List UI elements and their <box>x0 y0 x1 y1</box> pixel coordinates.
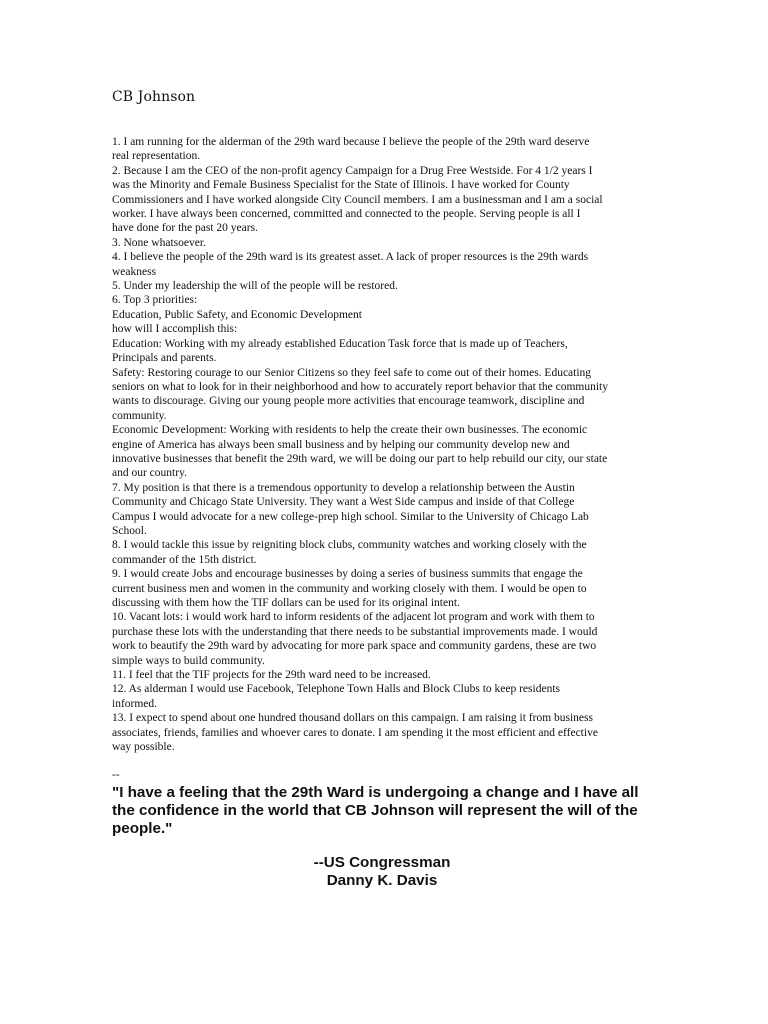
answer-paragraph: 8. I would tackle this issue by reigniting block clubs, community watches and working closely with the commander of the 15th district. <box>112 539 587 566</box>
answer-paragraph: 4. I believe the people of the 29th ward is its greatest asset. A lack of proper resources is the 29th wards weakness <box>112 251 589 278</box>
attribution-name: Danny K. Davis <box>326 872 438 890</box>
answers-body <box>112 135 640 754</box>
endorsement-attribution <box>112 854 652 890</box>
answer-paragraph: Safety: Restoring courage to our Senior Citizens so they feel safe to come out of their homes. Educating seniors on what to look for in their neighborhood and how to accurately report behavior that the community wants to discourage. Giving our young people more activities that encourage teamwork, discipline and community. <box>112 366 608 422</box>
answer-paragraph: 9. I would create Jobs and encourage businesses by doing a series of business summits that engage the current business men and women in the community and working closely with them. I would be open to discussing with them how the TIF dollars can be used for its original intent. <box>112 568 587 609</box>
answer-paragraph: Economic Development: Working with residents to help the create their own businesses. The economic engine of America has always been small business and by helping our community develop new and innovative businesses that benefit the 29th ward, we will be doing our part to help rebuild our city, our state and our country. <box>112 424 608 480</box>
endorsement-quote: "I have a feeling that the 29th Ward is undergoing a change and I have all the confidence in the world that CB Johnson will represent the will of the people." <box>112 784 639 838</box>
answer-paragraph: 1. I am running for the alderman of the 29th ward because I believe the people of the 29th ward deserve real representation. <box>112 136 590 163</box>
answer-paragraph: 5. Under my leadership the will of the people will be restored. <box>112 280 398 293</box>
answer-paragraph: 3. None whatsoever. <box>112 236 206 249</box>
answer-paragraph: 2. Because I am the CEO of the non-profit agency Campaign for a Drug Free Westside. For 4 1/2 years I was the Minority and Female Business Specialist for the State of Illinois. I have worked for County Commissioners and I have worked alongside City Council members. I am a businessman and I am a social worker. I have always been concerned, committed and connected to the people. Serving people is all I have done for the past 20 years. <box>112 164 603 235</box>
answer-paragraph: 7. My position is that there is a tremendous opportunity to develop a relationship between the Austin Community and Chicago State University. They want a West Side campus and inside of that College Campus I would advocate for a new college-prep high school. Similar to the University of Chicago Lab School. <box>112 481 589 537</box>
attribution-title: --US Congressman <box>313 854 451 871</box>
document-title: CB Johnson <box>112 89 196 105</box>
answer-paragraph: 10. Vacant lots: i would work hard to inform residents of the adjacent lot program and work with them to purchase these lots with the understanding that there needs to be substantial improvements made. I would work to beautify the 29th ward by advocating for more park space and community gardens, these are two simple ways to build community. <box>112 611 598 667</box>
answer-paragraph: Education: Working with my already established Education Task force that is made up of Teachers, Principals and parents. <box>112 337 568 365</box>
answer-paragraph: 12. As alderman I would use Facebook, Telephone Town Halls and Block Clubs to keep residents informed. <box>112 683 560 710</box>
signature-separator: -- <box>112 769 120 781</box>
answer-paragraph: Education, Public Safety, and Economic Development <box>112 308 362 321</box>
answer-paragraph: 6. Top 3 priorities: <box>112 294 198 307</box>
answer-paragraph: 11. I feel that the TIF projects for the 29th ward need to be increased. <box>112 669 431 682</box>
answer-paragraph: how will I accomplish this: <box>112 323 238 336</box>
answer-paragraph: 13. I expect to spend about one hundred thousand dollars on this campaign. I am raising it from business associates, friends, families and whoever cares to donate. I am spending it the most efficient and effective way possible. <box>112 712 598 754</box>
